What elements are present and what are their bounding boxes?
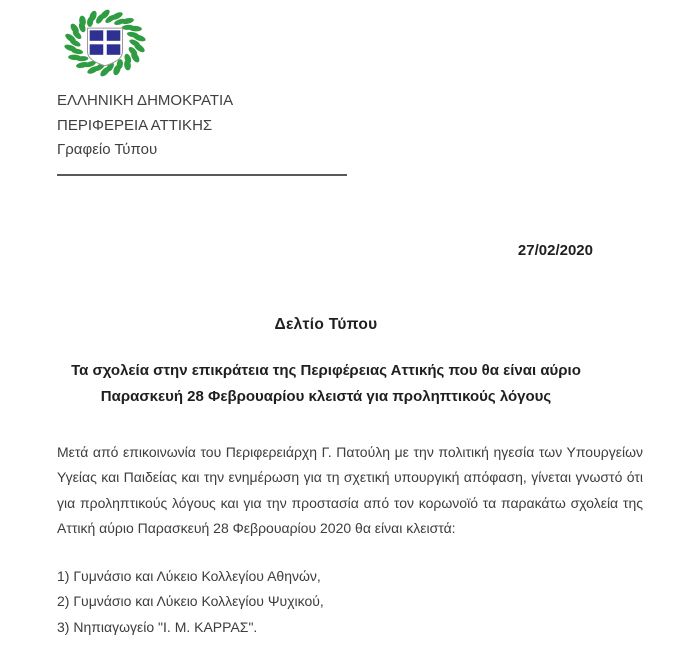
header-divider (57, 174, 347, 176)
press-release-title: Τα σχολεία στην επικράτεια της Περιφέρειας Αττικής που θα είναι αύριο Παρασκευή 28 Φεβρουαρίου κλειστά για προληπτικούς λόγους (71, 361, 581, 405)
school-list-item: 3) Νηπιαγωγείο "Ι. Μ. ΚΑΡΡΑΣ". (57, 618, 258, 635)
doc-type-heading: Δελτίο Τύπου (274, 315, 378, 333)
greek-republic-emblem-icon (61, 8, 149, 78)
date-text: 27/02/2020 (517, 241, 593, 259)
press-office-line: Γραφείο Τύπου (57, 141, 158, 159)
org-name-line: ΕΛΛΗΝΙΚΗ ΔΗΜΟΚΡΑΤΙΑ (57, 92, 234, 109)
school-list-item: 2) Γυμνάσιο και Λύκειο Κολλεγίου Ψυχικού, (57, 593, 324, 610)
region-line: ΠΕΡΙΦΕΡΕΙΑ ΑΤΤΙΚΗΣ (57, 116, 213, 134)
school-list (57, 564, 643, 641)
school-list-item: 1) Γυμνάσιο και Λύκειο Κολλεγίου Αθηνών, (57, 567, 321, 584)
letterhead (57, 89, 643, 163)
body-paragraph: Μετά από επικοινωνία του Περιφερειάρχη Γ. Πατούλη με την πολιτική ηγεσία των Υπουργείων Υγείας και Παιδείας και την ενημέρωση για τη σχετική υπουργική απόφαση, γίνεται γνωστό ότι για προληπτικούς λόγους και για την προστασία από τον κορωνοϊό τα παρακάτω σχολεία της Αττική αύριο Παρασκευή 28 Φεβρουαρίου 2020 θα είναι κλειστά: (57, 443, 643, 537)
